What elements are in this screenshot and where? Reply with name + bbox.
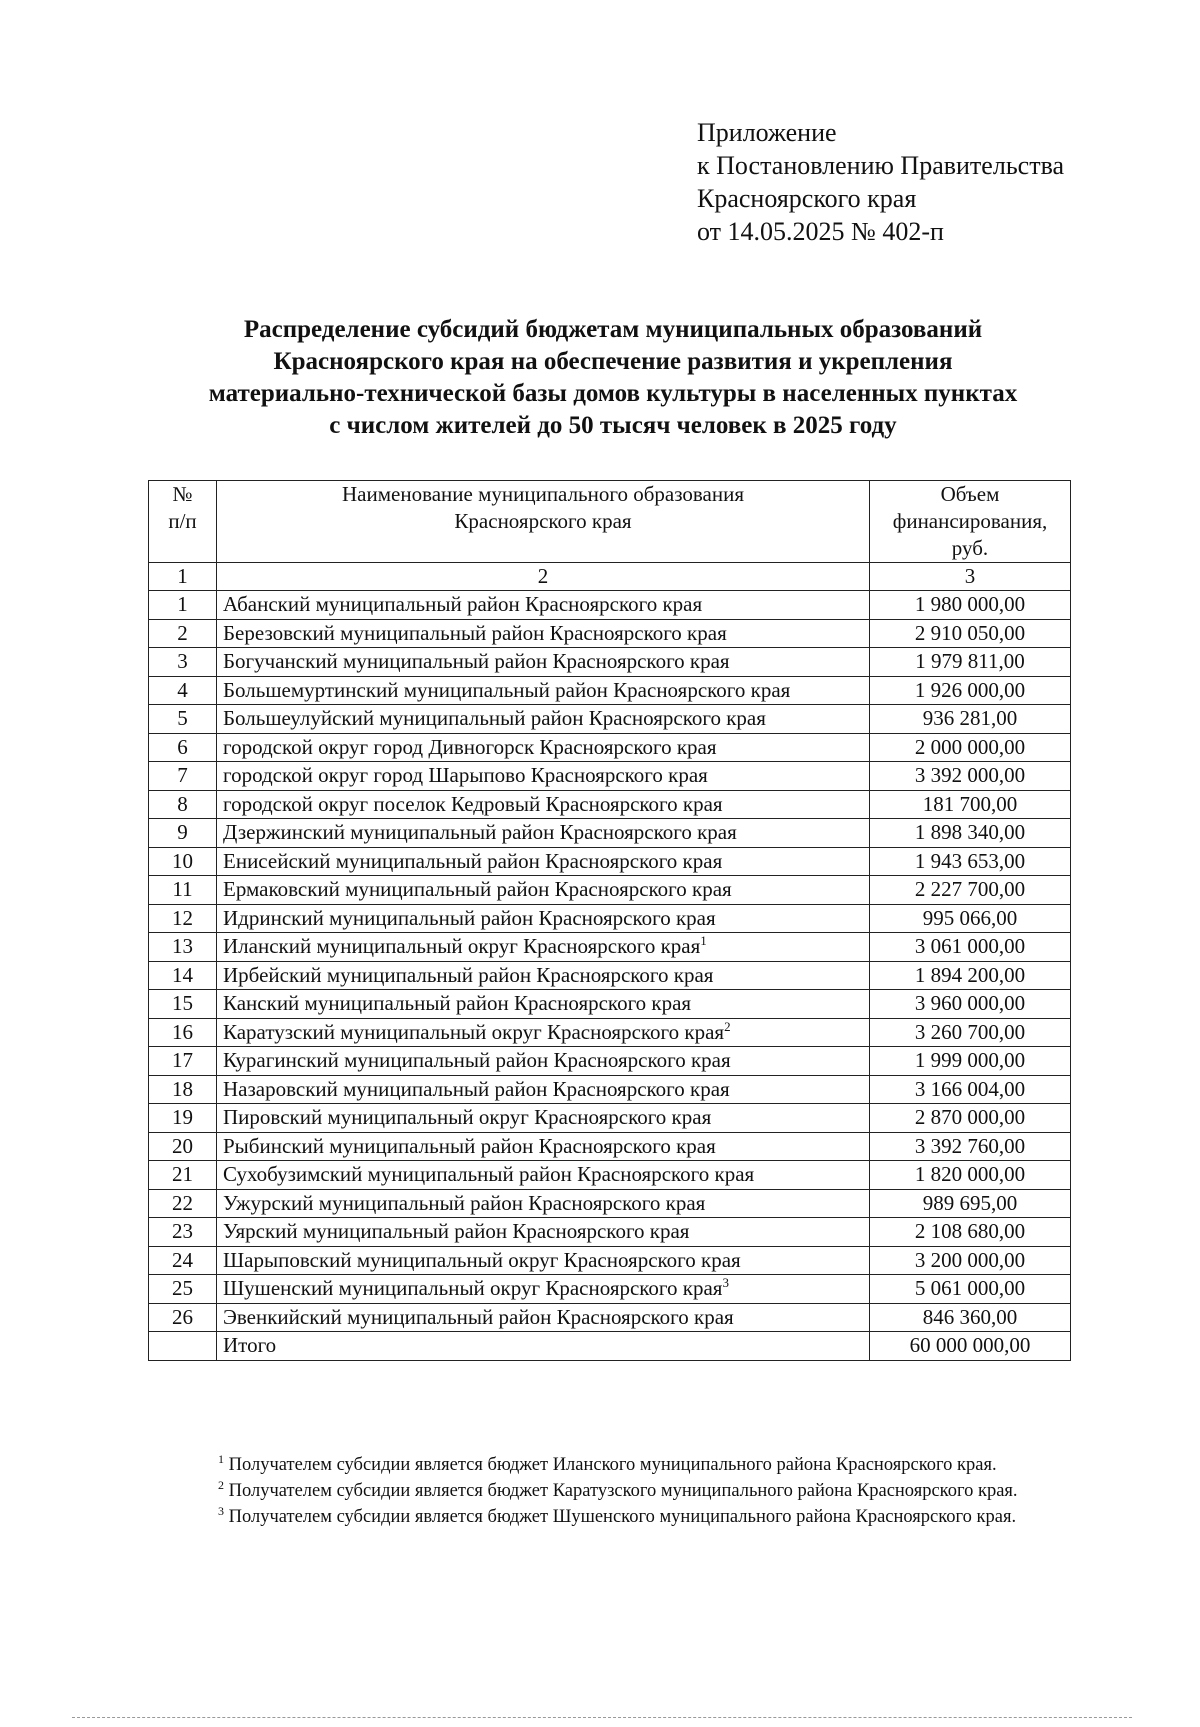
table-row	[149, 790, 1071, 819]
table-row	[149, 648, 1071, 677]
header-text: финансирования,	[892, 509, 1048, 533]
municipality-name-text: Канский муниципальный район Красноярского края	[223, 991, 692, 1016]
funding-amount: 3 392 760,00	[870, 1132, 1071, 1161]
municipality-name-text: Ермаковский муниципальный район Красноярского края	[223, 877, 732, 902]
table-row	[149, 1189, 1071, 1218]
municipality-name	[217, 1047, 870, 1076]
footnote-mark: 1	[700, 933, 707, 949]
municipality-name	[217, 1218, 870, 1247]
table-row	[149, 933, 1071, 962]
municipality-name-text: городской округ поселок Кедровый Красноярского края	[223, 791, 723, 816]
municipality-name	[217, 1303, 870, 1332]
appendix-date-number: от 14.05.2025 № 402-п	[697, 217, 944, 246]
municipality-name-text: Курагинский муниципальный район Красноярского края	[223, 1048, 731, 1073]
table-row	[149, 705, 1071, 734]
municipality-name	[217, 1246, 870, 1275]
municipality-name	[217, 904, 870, 933]
funding-amount: 1 898 340,00	[870, 819, 1071, 848]
funding-amount: 3 260 700,00	[870, 1018, 1071, 1047]
row-number: 10	[149, 847, 217, 876]
row-number: 15	[149, 990, 217, 1019]
header-amount	[870, 481, 1071, 563]
municipality-name	[217, 990, 870, 1019]
municipality-name	[217, 1275, 870, 1304]
page-bottom-rule	[72, 1717, 1132, 1718]
total-number-cell	[149, 1332, 217, 1361]
table-row	[149, 1104, 1071, 1133]
row-number: 8	[149, 790, 217, 819]
row-number: 25	[149, 1275, 217, 1304]
appendix-line: Красноярского края	[697, 184, 917, 213]
footnote	[218, 1478, 1018, 1504]
row-number: 6	[149, 733, 217, 762]
municipality-name	[217, 676, 870, 705]
municipality-name	[217, 1104, 870, 1133]
funding-amount: 1 999 000,00	[870, 1047, 1071, 1076]
title-line: с числом жителей до 50 тысяч человек в 2025 году	[329, 412, 897, 439]
table-row	[149, 591, 1071, 620]
row-number: 2	[149, 619, 217, 648]
municipality-name-text: Сухобузимский муниципальный район Красноярского края	[223, 1162, 755, 1187]
funding-amount: 1 979 811,00	[870, 648, 1071, 677]
header-text: Объем	[940, 482, 1000, 506]
column-index-row	[149, 563, 1071, 591]
municipality-name	[217, 847, 870, 876]
table-row	[149, 1075, 1071, 1104]
municipality-name-text: Ирбейский муниципальный район Красноярского края	[223, 962, 714, 987]
municipality-name-text: Богучанский муниципальный район Красноярского края	[223, 649, 730, 674]
header-text: №	[172, 482, 193, 506]
municipality-name	[217, 1075, 870, 1104]
total-amount: 60 000 000,00	[870, 1332, 1071, 1361]
funding-amount: 3 960 000,00	[870, 990, 1071, 1019]
table-row	[149, 1303, 1071, 1332]
table-row	[149, 990, 1071, 1019]
row-number: 22	[149, 1189, 217, 1218]
footnotes	[218, 1452, 1018, 1530]
table-row	[149, 619, 1071, 648]
header-text: Наименование муниципального образования	[342, 482, 744, 506]
municipality-name-text: Рыбинский муниципальный район Красноярского края	[223, 1133, 716, 1158]
municipality-name-text: Шарыповский муниципальный округ Красноярского края	[223, 1247, 741, 1272]
row-number: 12	[149, 904, 217, 933]
funding-amount: 2 227 700,00	[870, 876, 1071, 905]
table-row	[149, 819, 1071, 848]
funding-amount: 936 281,00	[870, 705, 1071, 734]
municipality-name	[217, 648, 870, 677]
title-line: материально-технической базы домов культуры в населенных пунктах	[208, 380, 1018, 407]
municipality-name	[217, 762, 870, 791]
row-number: 24	[149, 1246, 217, 1275]
funding-amount: 1 943 653,00	[870, 847, 1071, 876]
funding-amount: 3 166 004,00	[870, 1075, 1071, 1104]
municipality-name	[217, 961, 870, 990]
footnote-mark: 2	[218, 1477, 224, 1492]
row-number: 21	[149, 1161, 217, 1190]
funding-amount: 989 695,00	[870, 1189, 1071, 1218]
table-row	[149, 1018, 1071, 1047]
municipality-name	[217, 705, 870, 734]
table-row	[149, 876, 1071, 905]
municipality-name	[217, 790, 870, 819]
municipality-name-text: Шушенский муниципальный округ Красноярского края	[223, 1276, 723, 1301]
row-number: 7	[149, 762, 217, 791]
table-row	[149, 676, 1071, 705]
municipality-name-text: Дзержинский муниципальный район Красноярского края	[223, 820, 737, 845]
municipality-name-text: Пировский муниципальный округ Красноярского края	[223, 1105, 712, 1130]
row-number: 11	[149, 876, 217, 905]
column-index: 1	[149, 563, 217, 591]
municipality-name	[217, 819, 870, 848]
funding-amount: 1 820 000,00	[870, 1161, 1071, 1190]
row-number: 26	[149, 1303, 217, 1332]
document-title	[150, 314, 1076, 442]
municipality-name	[217, 1018, 870, 1047]
footnote-mark: 3	[722, 1275, 729, 1291]
table-row	[149, 1132, 1071, 1161]
funding-amount: 2 000 000,00	[870, 733, 1071, 762]
municipality-name	[217, 619, 870, 648]
municipality-name	[217, 1161, 870, 1190]
row-number: 3	[149, 648, 217, 677]
table-row	[149, 1275, 1071, 1304]
footnote-mark: 3	[218, 1503, 224, 1518]
table-row	[149, 762, 1071, 791]
funding-amount: 2 910 050,00	[870, 619, 1071, 648]
table-row	[149, 1047, 1071, 1076]
municipality-name-text: Большеулуйский муниципальный район Красноярского края	[223, 706, 766, 731]
municipality-name	[217, 591, 870, 620]
appendix-block	[697, 116, 1064, 248]
funding-amount: 995 066,00	[870, 904, 1071, 933]
table-row	[149, 1161, 1071, 1190]
municipality-name-text: городской округ город Дивногорск Красноярского края	[223, 734, 717, 759]
row-number: 23	[149, 1218, 217, 1247]
total-row	[149, 1332, 1071, 1361]
header-number	[149, 481, 217, 563]
table-header-row	[149, 481, 1071, 563]
total-label: Итого	[217, 1332, 870, 1361]
row-number: 9	[149, 819, 217, 848]
header-municipality	[217, 481, 870, 563]
funding-amount: 1 894 200,00	[870, 961, 1071, 990]
table-row	[149, 904, 1071, 933]
row-number: 5	[149, 705, 217, 734]
table-row	[149, 733, 1071, 762]
row-number: 16	[149, 1018, 217, 1047]
funding-amount: 3 061 000,00	[870, 933, 1071, 962]
footnote-text: Получателем субсидии является бюджет Шушенского муниципального района Красноярского края.	[228, 1507, 1017, 1527]
row-number: 18	[149, 1075, 217, 1104]
row-number: 4	[149, 676, 217, 705]
municipality-name-text: Уярский муниципальный район Красноярского края	[223, 1219, 690, 1244]
row-number: 14	[149, 961, 217, 990]
header-text: Красноярского края	[454, 509, 632, 533]
column-index: 3	[870, 563, 1071, 591]
municipality-name-text: Енисейский муниципальный район Красноярского края	[223, 848, 723, 873]
appendix-line: к Постановлению Правительства	[697, 151, 1065, 180]
funding-amount: 1 980 000,00	[870, 591, 1071, 620]
municipality-name	[217, 876, 870, 905]
row-number: 13	[149, 933, 217, 962]
row-number: 1	[149, 591, 217, 620]
table-row	[149, 1218, 1071, 1247]
municipality-name-text: Абанский муниципальный район Красноярского края	[223, 592, 703, 617]
municipality-name-text: городской округ город Шарыпово Красноярского края	[223, 763, 708, 788]
funding-amount: 2 108 680,00	[870, 1218, 1071, 1247]
municipality-name-text: Каратузский муниципальный округ Красноярского края	[223, 1019, 725, 1044]
row-number: 20	[149, 1132, 217, 1161]
municipality-name-text: Эвенкийский муниципальный район Красноярского края	[223, 1304, 734, 1329]
funding-amount: 846 360,00	[870, 1303, 1071, 1332]
table-row	[149, 1246, 1071, 1275]
footnote-mark: 1	[218, 1451, 224, 1466]
funding-amount: 3 200 000,00	[870, 1246, 1071, 1275]
footnote-text: Получателем субсидии является бюджет Иланского муниципального района Красноярского края.	[228, 1455, 997, 1475]
municipality-name-text: Назаровский муниципальный район Красноярского края	[223, 1076, 730, 1101]
footnote	[218, 1504, 1018, 1530]
municipality-name-text: Большемуртинский муниципальный район Красноярского края	[223, 677, 791, 702]
funding-amount: 181 700,00	[870, 790, 1071, 819]
appendix-line: Приложение	[697, 118, 837, 147]
table-row	[149, 961, 1071, 990]
header-text: руб.	[951, 536, 989, 560]
subsidy-table	[148, 480, 1071, 1361]
title-line: Красноярского края на обеспечение развития и укрепления	[273, 348, 953, 375]
funding-amount: 5 061 000,00	[870, 1275, 1071, 1304]
municipality-name-text: Иланский муниципальный округ Красноярского края	[223, 934, 701, 959]
row-number: 17	[149, 1047, 217, 1076]
municipality-name	[217, 1189, 870, 1218]
table-row	[149, 847, 1071, 876]
title-line: Распределение субсидий бюджетам муниципальных образований	[243, 316, 983, 343]
municipality-name-text: Березовский муниципальный район Красноярского края	[223, 620, 727, 645]
funding-amount: 2 870 000,00	[870, 1104, 1071, 1133]
column-index: 2	[217, 563, 870, 591]
municipality-name	[217, 1132, 870, 1161]
footnote-text: Получателем субсидии является бюджет Каратузского муниципального района Красноярского края.	[228, 1481, 1018, 1501]
footnote-mark: 2	[724, 1018, 731, 1034]
funding-amount: 3 392 000,00	[870, 762, 1071, 791]
funding-amount: 1 926 000,00	[870, 676, 1071, 705]
footnote	[218, 1452, 1018, 1478]
header-text: п/п	[168, 509, 197, 533]
municipality-name-text: Идринский муниципальный район Красноярского края	[223, 905, 716, 930]
municipality-name	[217, 733, 870, 762]
municipality-name	[217, 933, 870, 962]
municipality-name-text: Ужурский муниципальный район Красноярского края	[223, 1190, 706, 1215]
row-number: 19	[149, 1104, 217, 1133]
